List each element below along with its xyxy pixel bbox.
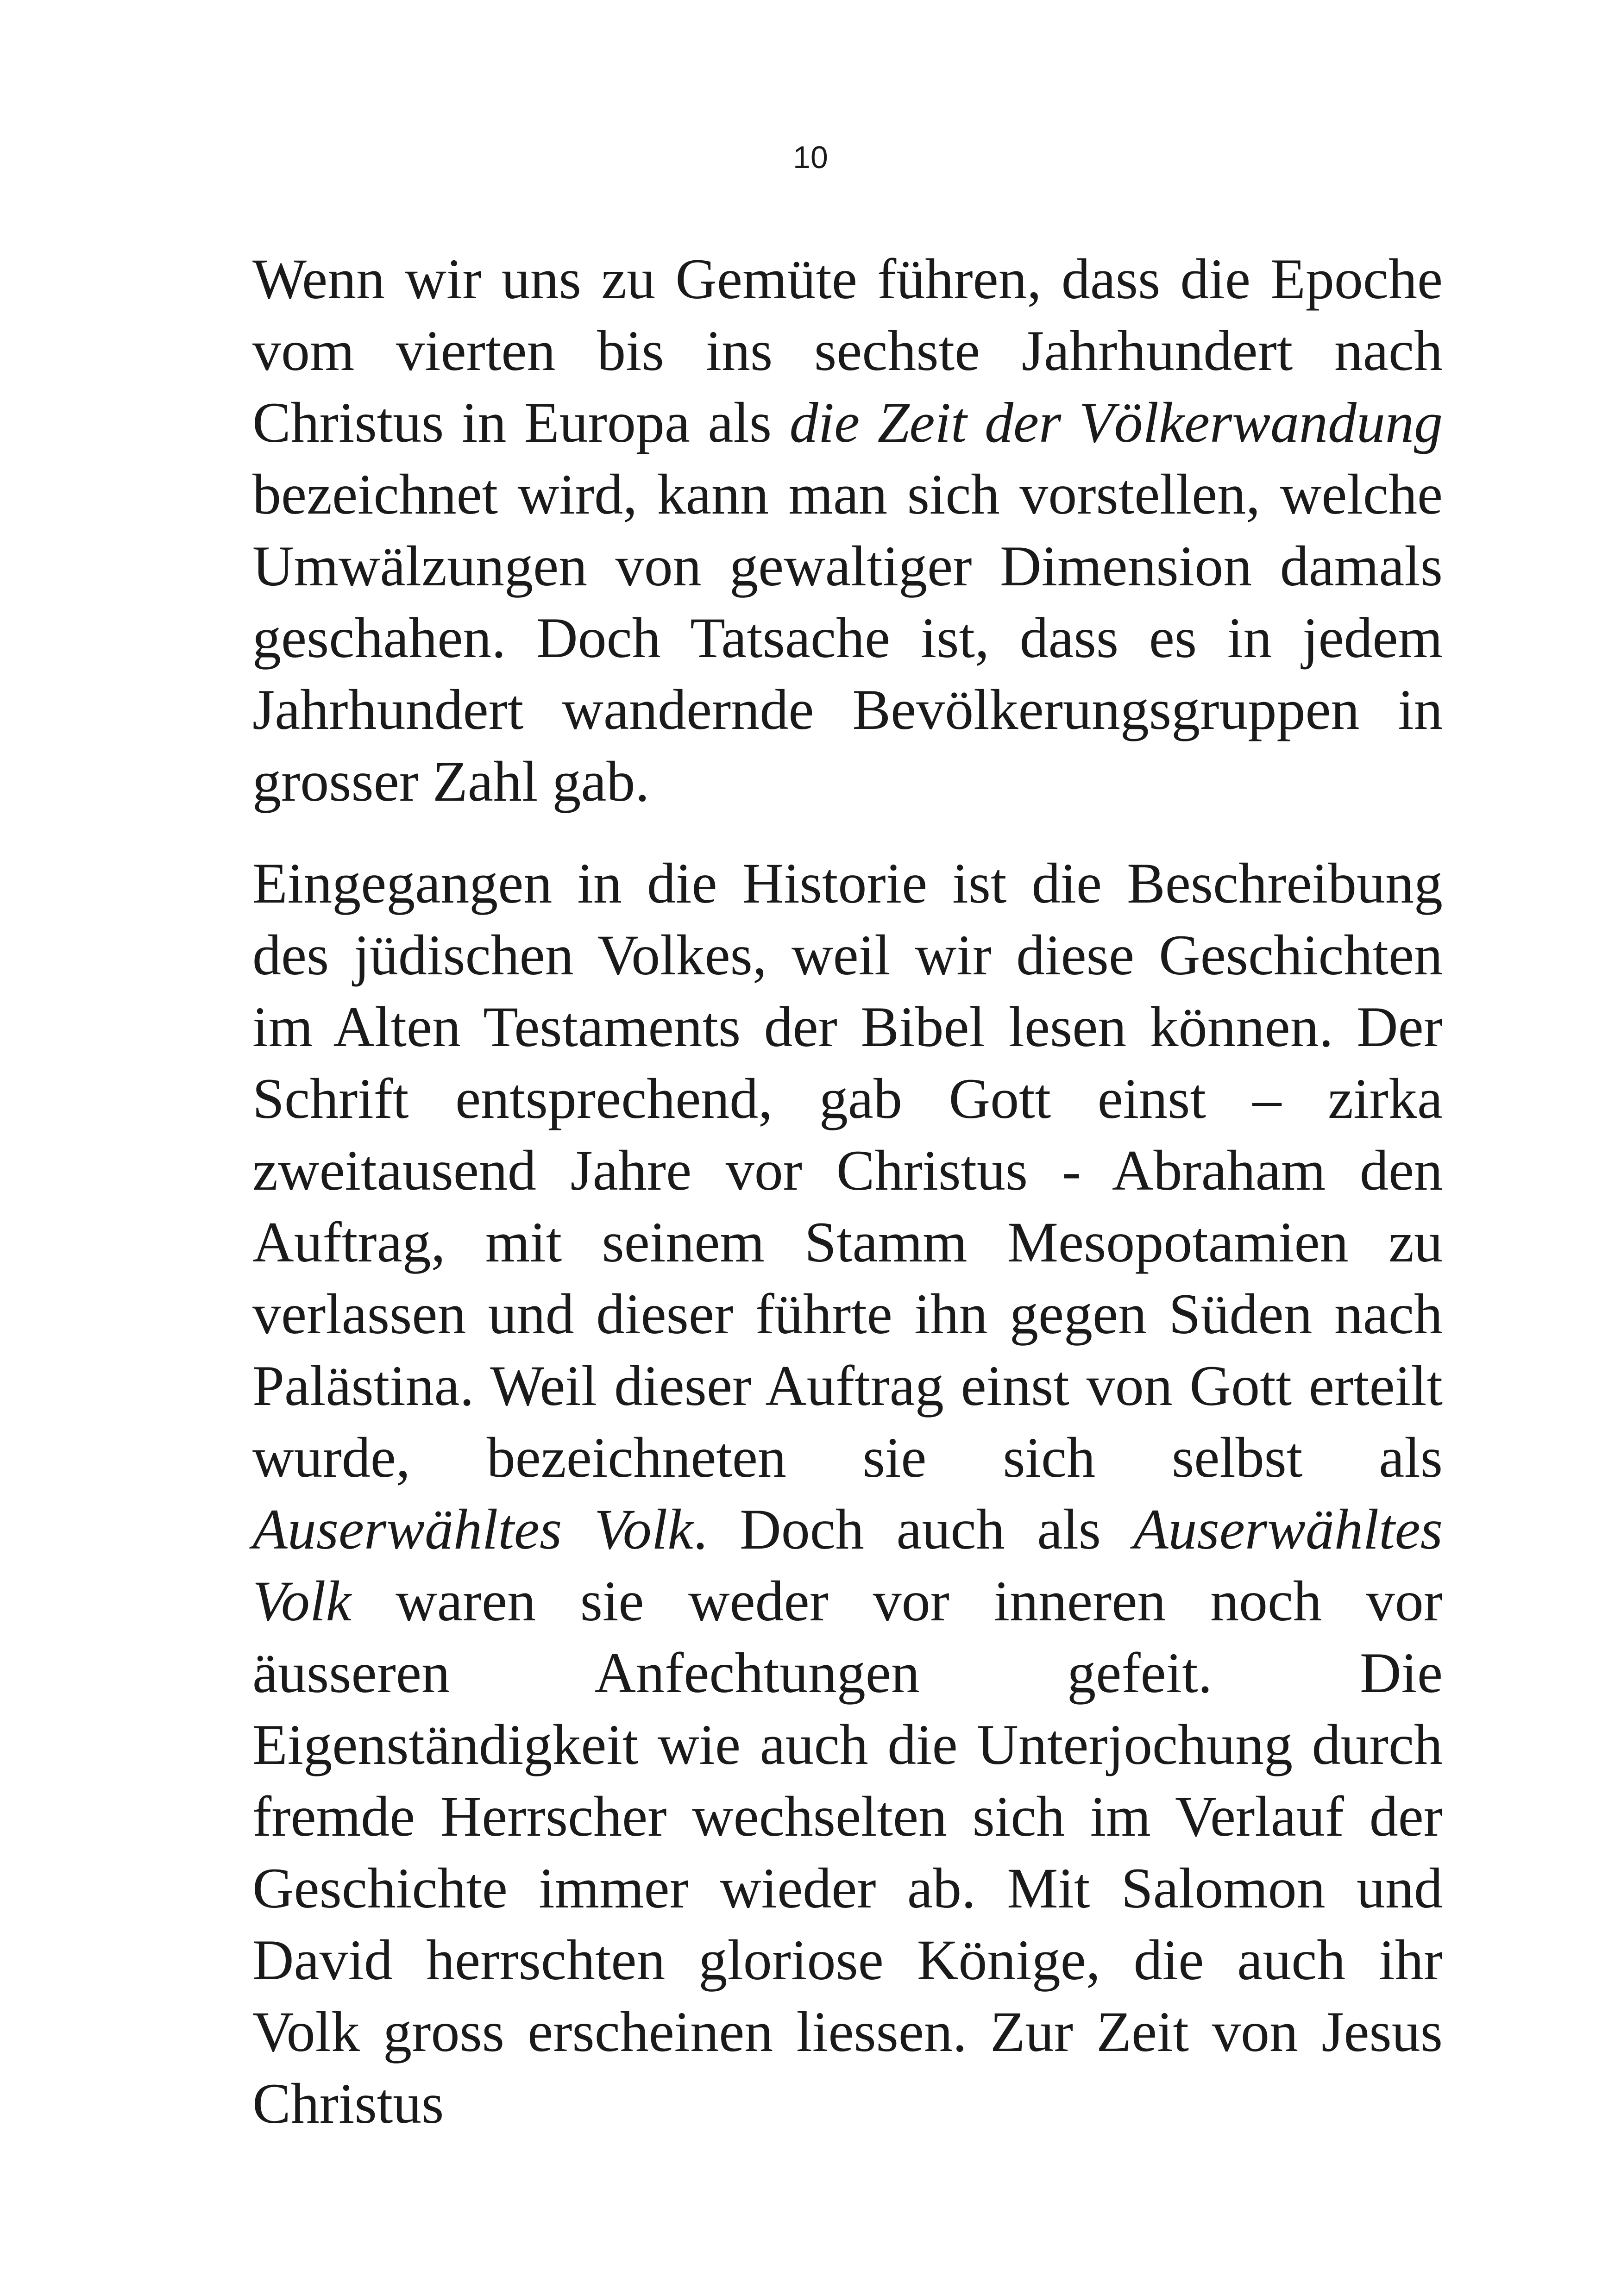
p2-line-9: wurde, bezeichneten sie sich selbst als — [252, 1426, 1443, 1489]
p2-line-6: Auftrag, mit seinem Stamm Mesopotamien zu — [252, 1211, 1443, 1274]
page-number: 10 — [793, 140, 828, 175]
p2-line-7: verlassen und dieser führte ihn gegen Süden nach — [252, 1282, 1443, 1346]
p2-line-11: waren sie weder vor inneren noch vor äusseren — [252, 1569, 1443, 1705]
p1-line-7: Jahrhundert wandernde Bevölkerungsgruppen in — [252, 678, 1443, 741]
p2-line-15: wieder ab. Mit Salomon und David herrschten — [252, 1857, 1443, 1992]
p2-line-3: im Alten Testaments der Bibel lesen können. Der — [252, 995, 1443, 1059]
p1-line-5: Umwälzungen von gewaltiger Dimension damals — [252, 534, 1443, 598]
p1-line-1: Wenn wir uns zu Gemüte führen, dass die Epoche — [252, 247, 1443, 311]
p2-line-4: Schrift entsprechend, gab Gott einst – zirka — [252, 1067, 1443, 1130]
p1-line-3-italic: die Zeit der Völkerwandung — [789, 391, 1443, 454]
p2-line-1: Eingegangen in die Historie ist die Beschreibung — [252, 852, 1443, 915]
p2-line-5: zweitausend Jahre vor Christus - Abraham den — [252, 1139, 1443, 1202]
p2-line-17: erscheinen liessen. Zur Zeit von Jesus Christus — [252, 2000, 1443, 2135]
paragraph-1 — [252, 243, 1443, 817]
p1-line-4: bezeichnet wird, kann man sich vorstellen, welche — [252, 463, 1443, 526]
p2-line-10-italic-1: Auserwähltes Volk — [252, 1498, 693, 1561]
paragraph-2 — [252, 847, 1443, 2139]
p2-line-14: wechselten sich im Verlauf der Geschichte immer — [252, 1785, 1443, 1920]
p2-line-2: des jüdischen Volkes, weil wir diese Geschichten — [252, 923, 1443, 987]
p2-line-12: Anfechtungen gefeit. Die Eigenständigkeit wie — [252, 1641, 1443, 1776]
p2-line-13: auch die Unterjochung durch fremde Herrscher — [252, 1713, 1443, 1848]
p2-line-10-italic-2: Auserwähltes Volk — [252, 1498, 1443, 1633]
p1-line-2: vom vierten bis ins sechste Jahrhundert nach — [252, 319, 1443, 383]
body-text — [252, 243, 1443, 2139]
p2-line-16: gloriose Könige, die auch ihr Volk gross — [252, 1928, 1443, 2064]
p1-line-3-start: Christus in Europa als — [252, 391, 790, 454]
p2-line-10-mid: . Doch auch als — [693, 1498, 1133, 1561]
p1-line-6: geschahen. Doch Tatsache ist, dass es in jedem — [252, 606, 1443, 670]
p1-line-8: grosser Zahl gab. — [252, 750, 650, 813]
p2-line-8: Palästina. Weil dieser Auftrag einst von Gott erteilt — [252, 1354, 1443, 1418]
